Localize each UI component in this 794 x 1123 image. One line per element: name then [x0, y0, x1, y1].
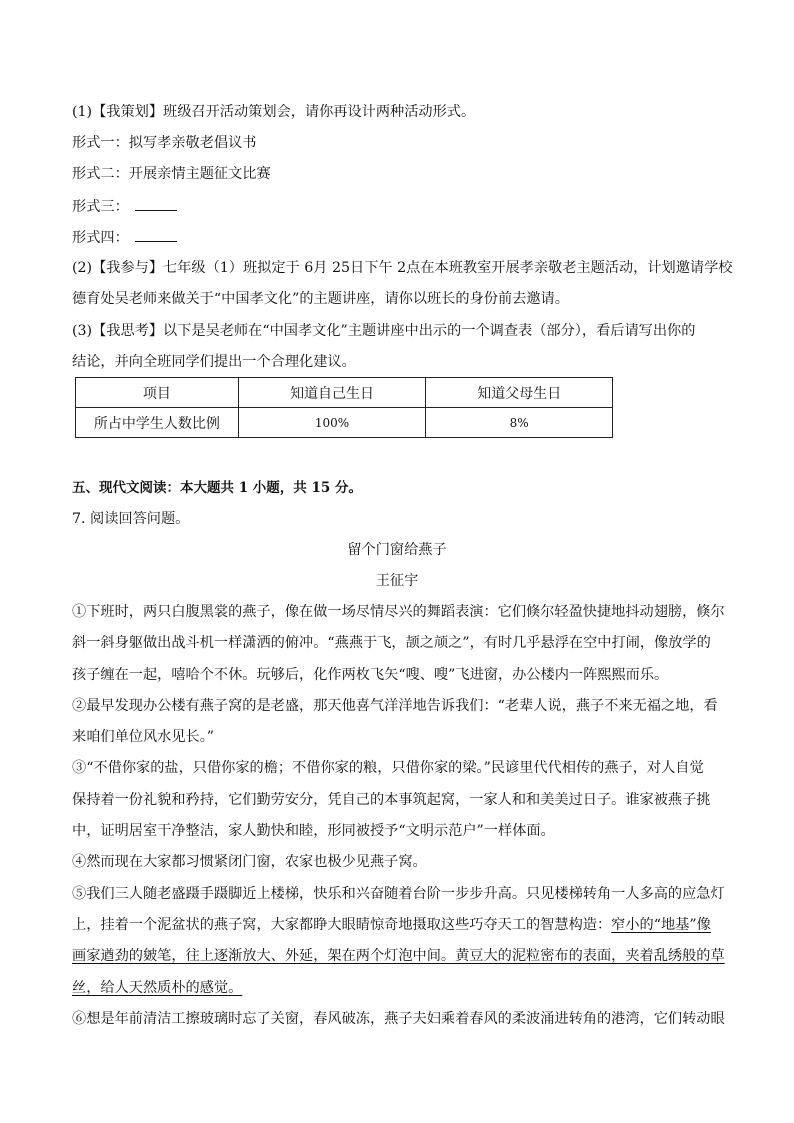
table-header-own-birthday: 知道自己生日: [238, 378, 426, 408]
p5-line2-text: 上，挂着一个泥盆状的燕子窝，大家都睁大眼睛惊奇地摄取这些巧夺天工的智慧构造：: [72, 917, 612, 933]
q7-prompt: 7. 阅读回答问题。: [72, 511, 190, 527]
section-five-heading: 五、现代文阅读：本大题共 1 小题，共 15 分。: [72, 480, 362, 496]
q2-line1: (2)【我参与】七年级（1）班拟定于 6月 25日下午 2点在本班教室开展孝亲敬老主题活动，计划邀请学校: [72, 260, 733, 276]
q1-form1: 形式一：拟写孝亲敬老倡议书: [72, 135, 257, 151]
q1-form4-label: 形式四：: [72, 230, 129, 246]
q1-form3-label: 形式三：: [72, 199, 129, 215]
table-cell-parents-birthday: 8%: [426, 408, 613, 438]
q1-form2: 形式二：开展亲情主题征文比赛: [72, 166, 271, 182]
table-cell-label: 所占中学生人数比例: [76, 408, 239, 438]
p5-line1: ⑤我们三人随老盛蹑手蹑脚近上楼梯，快乐和兴奋随着台阶一步步升高。只见楼梯转角一人多高的应急灯: [72, 886, 725, 902]
article-title: 留个门窗给燕子: [347, 542, 447, 558]
article-author: 王征宇: [375, 573, 419, 589]
p5-line4: 丝，给人天然质朴的感觉。: [72, 980, 243, 996]
p6-line1: ⑥想是年前清洁工擦玻璃时忘了关窗，春风破冻，燕子夫妇乘着春风的柔波涌进转角的港湾，它们转动眼: [72, 1011, 725, 1027]
q2-line2: 德育处吴老师来做关于“中国孝文化”的主题讲座，请你以班长的身份前去邀请。: [72, 291, 569, 307]
q1-prompt: (1)【我策划】班级召开活动策划会，请你再设计两种活动形式。: [72, 104, 476, 120]
p1-line2: 斜一斜身躯做出战斗机一样潇洒的俯冲。“燕燕于飞，颉之颃之”，有时几乎悬浮在空中打闹，像放学的: [72, 635, 711, 651]
p3-line2: 保持着一份礼貌和矜持，它们勤劳安分，凭自己的本事筑起窝，一家人和和美美过日子。谁家被燕子挑: [72, 792, 711, 808]
q1-form4: [72, 227, 177, 248]
p5-line3: 画家遒劲的皴笔，往上逐渐放大、外延，架在两个灯泡中间。黄豆大的泥粒密布的表面，夹着乱绣般的草: [72, 948, 725, 964]
table-row: [76, 408, 613, 438]
table-header-row: [76, 378, 613, 408]
q3-line1: (3)【我思考】以下是吴老师在“中国孝文化”主题讲座中出示的一个调查表（部分），看后请写出你的: [72, 323, 696, 339]
p4-line1: ④然而现在大家都习惯紧闭门窗，农家也极少见燕子窝。: [72, 854, 427, 870]
answer-blank-4[interactable]: [135, 227, 177, 242]
p1-line3: 孩子缠在一起，嘻哈个不休。玩够后，化作两枚飞矢“嗖、嗖”飞进窗，办公楼内一阵熙熙而乐。: [72, 667, 669, 683]
p5-line2: [72, 915, 711, 935]
p2-line1: ②最早发现办公楼有燕子窝的是老盛，那天他喜气洋洋地告诉我们：“老辈人说，燕子不来无福之地，看: [72, 698, 718, 714]
p5-line2-underlined: 窄小的“地基”像: [611, 917, 711, 933]
q3-line2: 结论，并向全班同学们提出一个合理化建议。: [72, 354, 356, 370]
p1-line1: ①下班时，两只白腹黑裳的燕子，像在做一场尽情尽兴的舞蹈表演：它们倏尔轻盈快捷地抖动翅膀，倏尔: [72, 604, 725, 620]
table-cell-own-birthday: 100%: [238, 408, 426, 438]
p2-line2: 来咱们单位风水见长。”: [72, 729, 215, 745]
q1-form3: [72, 196, 177, 217]
answer-blank-3[interactable]: [135, 196, 177, 211]
survey-table: [75, 377, 613, 438]
table-header-item: 项目: [76, 378, 239, 408]
table-header-parents-birthday: 知道父母生日: [426, 378, 613, 408]
p3-line3: 中，证明居室干净整洁，家人勤快和睦，形同被授予“文明示范户”一样体面。: [72, 823, 555, 839]
p3-line1: ③“不借你家的盐，只借你家的檐；不借你家的粮，只借你家的梁。”民谚里代代相传的燕子，对人自觉: [72, 760, 704, 776]
